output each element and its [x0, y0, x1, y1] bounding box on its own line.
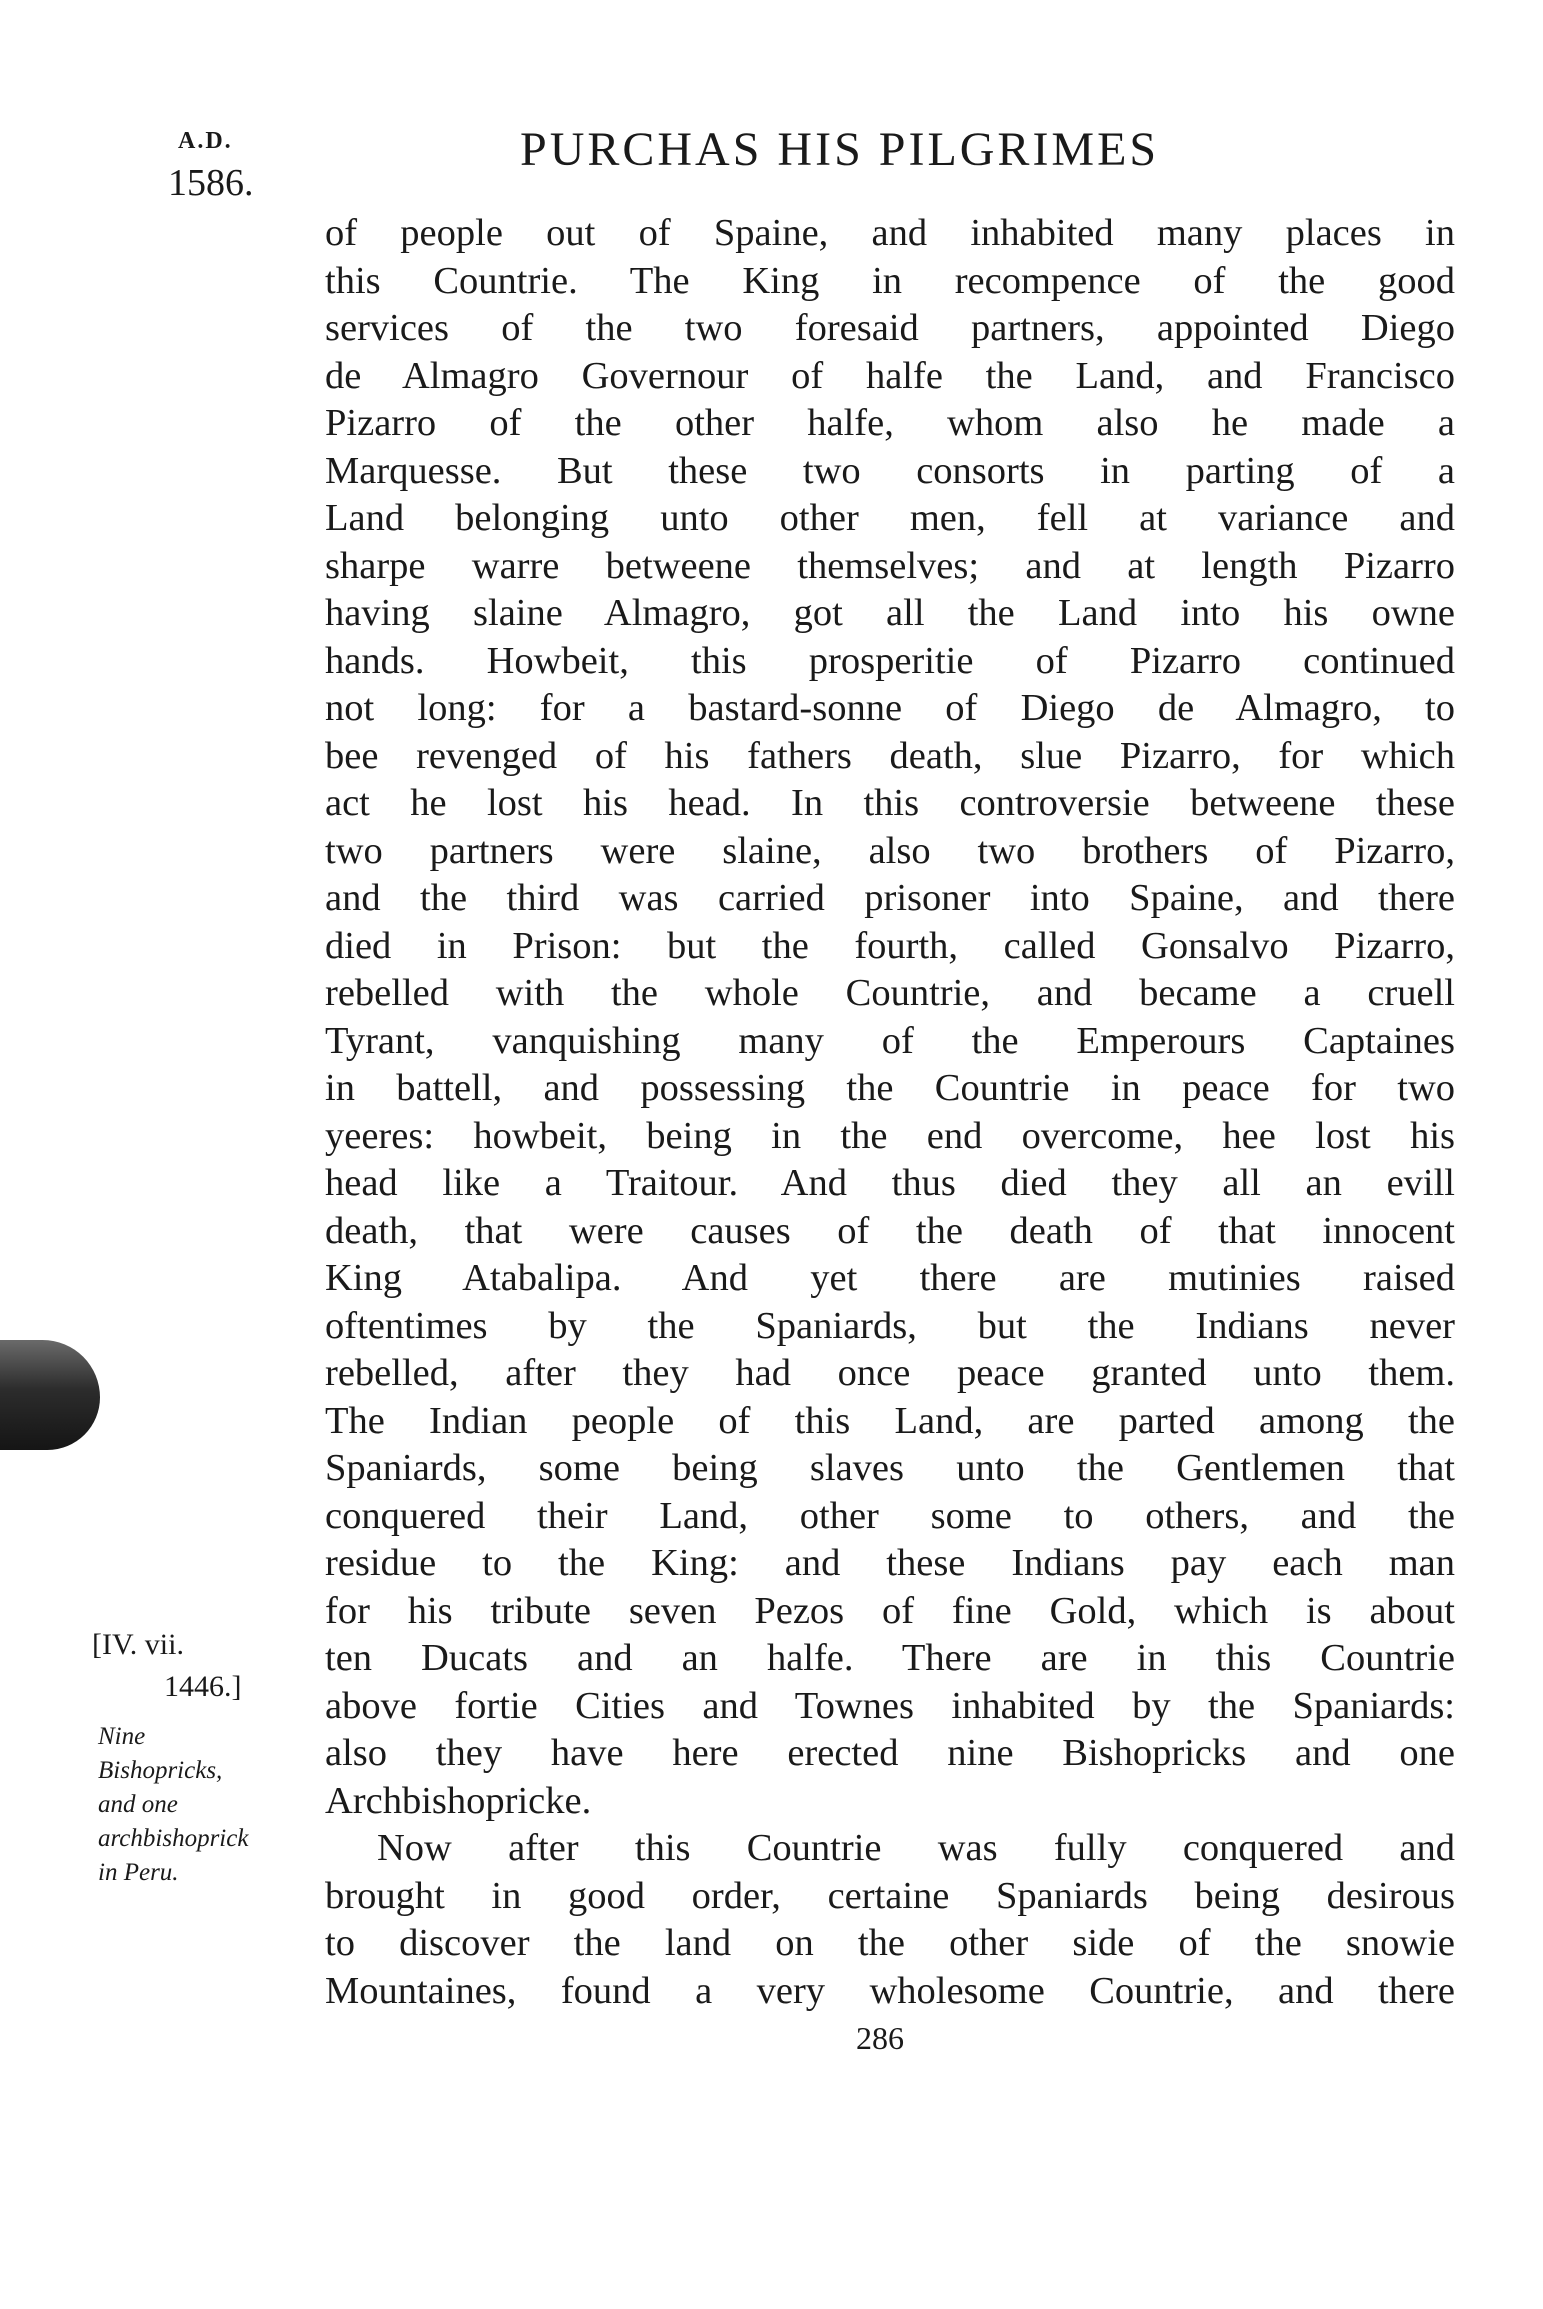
text-line: Now after this Countrie was fully conquered and	[377, 1827, 1455, 1869]
margin-note-line: Bishopricks,	[98, 1757, 223, 1784]
text-line: rebelled with the whole Countrie, and became a cruell	[325, 972, 1455, 1014]
text-line: not long: for a bastard-sonne of Diego de Almagro, to	[325, 687, 1455, 729]
text-line: hands. Howbeit, this prosperitie of Pizarro continued	[325, 639, 1455, 682]
margin-note-line: Nine	[98, 1723, 146, 1750]
text-line: oftentimes by the Spaniards, but the Indians never	[325, 1304, 1455, 1347]
text-line: and the third was carried prisoner into Spaine, and there	[325, 877, 1455, 919]
year-block	[168, 128, 288, 205]
text-line: conquered their Land, other some to others, and the	[325, 1494, 1455, 1537]
text-line: brought in good order, certaine Spaniards being desirous	[325, 1874, 1455, 1917]
margin-reference-page: 1446.]	[164, 1670, 242, 1703]
thumb-shadow	[0, 1340, 100, 1450]
margin-reference	[92, 1624, 292, 1708]
text-line: services of the two foresaid partners, appointed Diego	[325, 307, 1455, 349]
text-line: ten Ducats and an halfe. There are in this Countrie	[325, 1637, 1455, 1679]
text-line: Spaniards, some being slaves unto the Gentlemen that	[325, 1447, 1455, 1489]
text-line: yeeres: howbeit, being in the end overcome, hee lost his	[325, 1114, 1455, 1157]
margin-note	[98, 1720, 318, 1890]
text-line: sharpe warre betweene themselves; and at length Pizarro	[325, 544, 1455, 587]
text-line: Land belonging unto other men, fell at variance and	[325, 497, 1455, 539]
text-line: bee revenged of his fathers death, slue Pizarro, for which	[325, 734, 1455, 777]
text-line: in battell, and possessing the Countrie in peace for two	[325, 1067, 1455, 1109]
margin-note-line: in Peru.	[98, 1859, 179, 1886]
page-number: 286	[856, 2020, 904, 2056]
text-line: The Indian people of this Land, are parted among the	[325, 1399, 1455, 1442]
text-line: King Atabalipa. And yet there are mutinies raised	[325, 1257, 1455, 1299]
text-line: Marquesse. But these two consorts in parting of a	[325, 449, 1455, 492]
year-label: 1586.	[168, 162, 254, 204]
era-label: A.D.	[178, 128, 233, 154]
text-line: of people out of Spaine, and inhabited many places in	[325, 212, 1455, 254]
margin-note-line: and one	[98, 1791, 178, 1818]
text-line: Pizarro of the other halfe, whom also he made a	[325, 402, 1455, 444]
text-line: for his tribute seven Pezos of fine Gold, which is about	[325, 1589, 1455, 1632]
text-line: act he lost his head. In this controversie betweene these	[325, 782, 1455, 824]
text-line: head like a Traitour. And thus died they all an evill	[325, 1162, 1455, 1204]
text-line: above fortie Cities and Townes inhabited by the Spaniards:	[325, 1684, 1455, 1727]
text-line: to discover the land on the other side of the snowie	[325, 1922, 1455, 1964]
margin-note-line: archbishoprick	[98, 1825, 249, 1852]
text-line: also they have here erected nine Bishopricks and one	[325, 1732, 1455, 1774]
text-line: rebelled, after they had once peace granted unto them.	[325, 1352, 1455, 1394]
text-line: Archbishopricke.	[325, 1779, 592, 1822]
text-line: this Countrie. The King in recompence of the good	[325, 259, 1455, 302]
text-line: having slaine Almagro, got all the Land into his owne	[325, 592, 1455, 634]
text-line: Tyrant, vanquishing many of the Emperours Captaines	[325, 1019, 1455, 1062]
margin-reference-volume: [IV. vii.	[92, 1628, 184, 1661]
text-line: residue to the King: and these Indians pay each man	[325, 1542, 1455, 1584]
body-text	[325, 210, 1455, 2015]
text-line: Mountaines, found a very wholesome Countrie, and there	[325, 1969, 1455, 2012]
text-line: de Almagro Governour of halfe the Land, and Francisco	[325, 354, 1455, 397]
text-line: two partners were slaine, also two brothers of Pizarro,	[325, 829, 1455, 872]
text-line: death, that were causes of the death of that innocent	[325, 1209, 1455, 1252]
text-line: died in Prison: but the fourth, called Gonsalvo Pizarro,	[325, 924, 1455, 967]
running-title: PURCHAS HIS PILGRIMES	[520, 123, 1160, 176]
